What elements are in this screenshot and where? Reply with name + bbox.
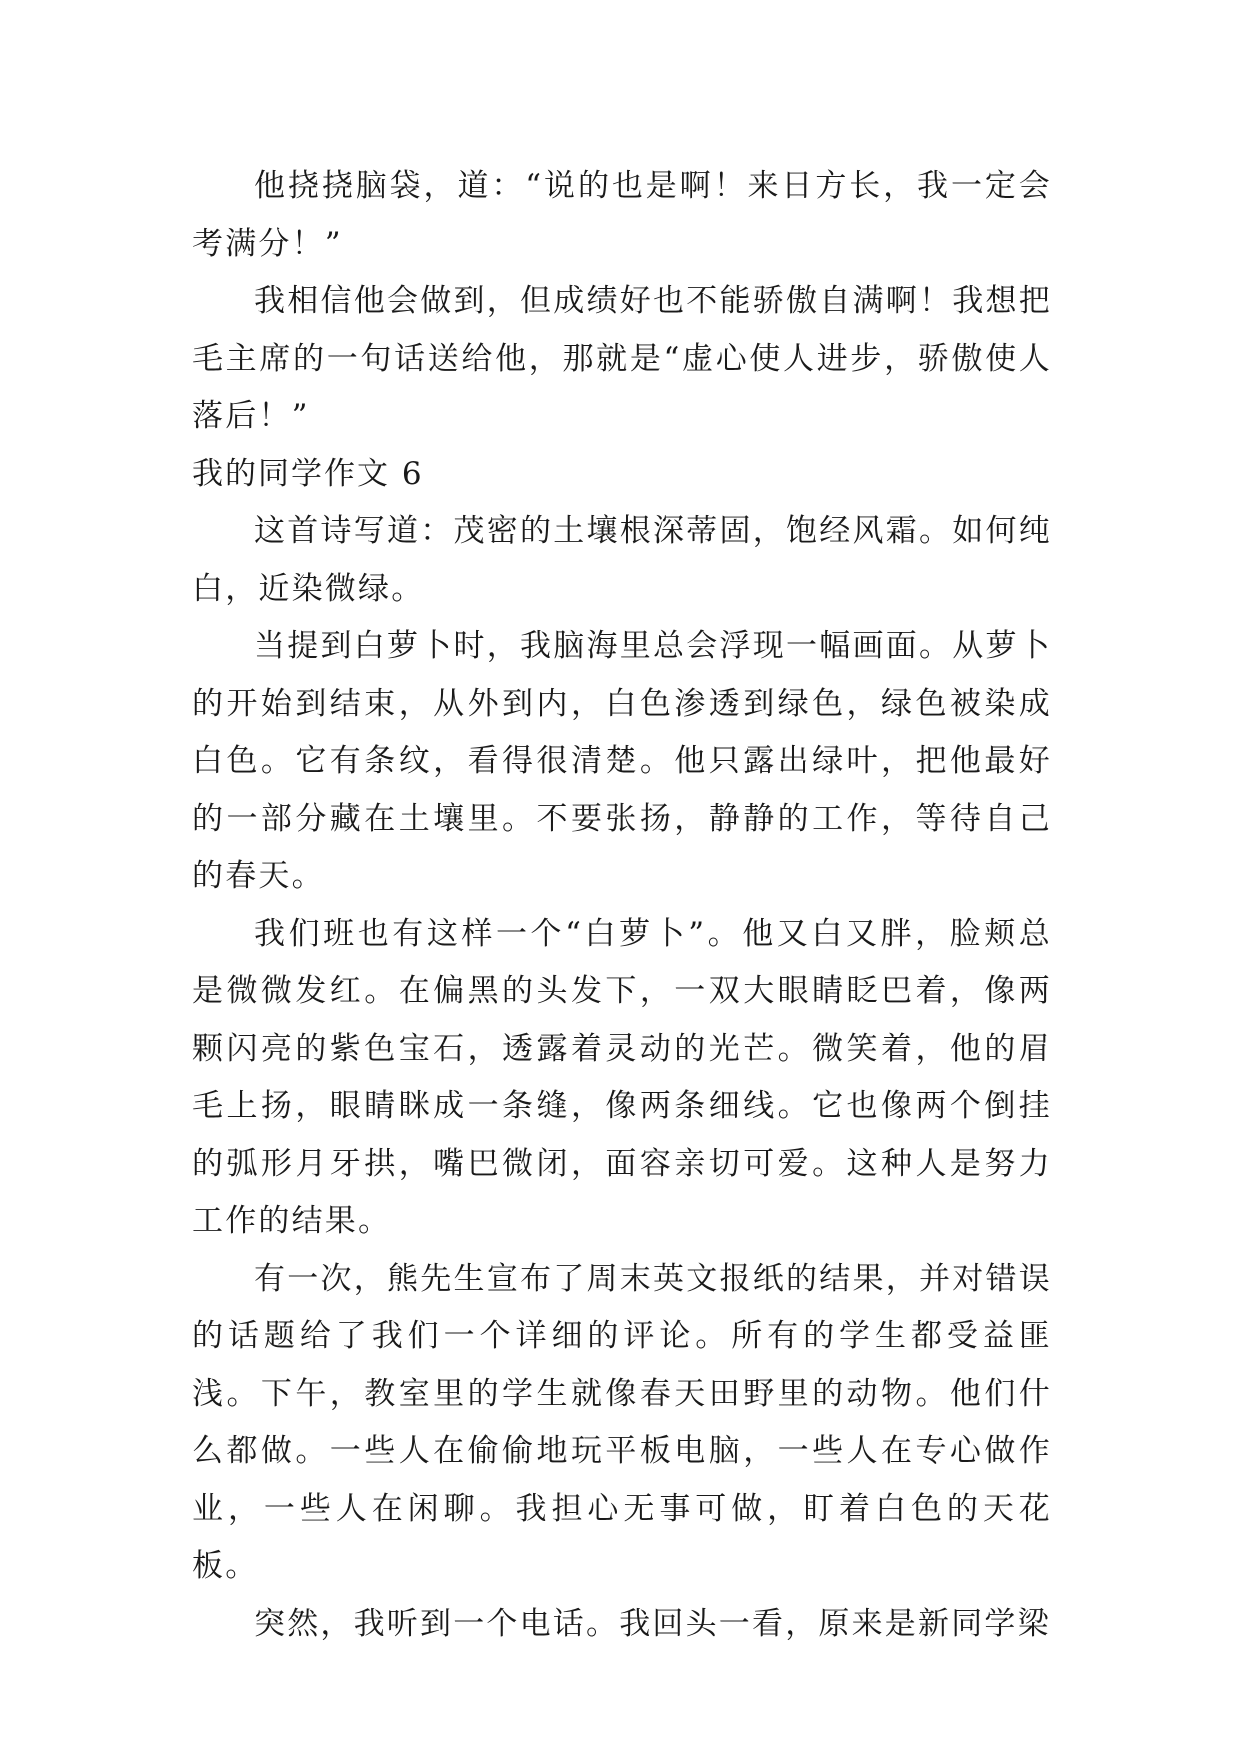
paragraph: 当提到白萝卜时，我脑海里总会浮现一幅画面。从萝卜的开始到结束，从外到内，白色渗透到绿色，绿色被染成白色。它有条纹，看得很清楚。他只露出绿叶，把他最好的一部分藏在土壤里。不要张扬，静静的工作，等待自己的春天。 [192, 628, 1052, 894]
paragraph: 我们班也有这样一个“白萝卜”。他又白又胖，脸颊总是微微发红。在偏黑的头发下，一双大眼睛眨巴着，像两颗闪亮的紫色宝石，透露着灵动的光芒。微笑着，他的眉毛上扬，眼睛眯成一条缝，像两条细线。它也像两个倒挂的弧形月牙拱，嘴巴微闭，面容亲切可爱。这种人是努力工作的结果。 [192, 915, 1052, 1239]
paragraph: 突然，我听到一个电话。我回头一看，原来是新同学梁 [254, 1605, 1051, 1642]
paragraph: 有一次，熊先生宣布了周末英文报纸的结果，并对错误的话题给了我们一个详细的评论。所有的学生都受益匪浅。下午，教室里的学生就像春天田野里的动物。他们什么都做。一些人在偷偷地玩平板电脑，一些人在专心做作业，一些人在闲聊。我担心无事可做，盯着白色的天花板。 [192, 1260, 1052, 1584]
paragraph: 这首诗写道：茂密的土壤根深蒂固，饱经风霜。如何纯白，近染微绿。 [192, 513, 1052, 607]
document-page [192, 158, 1052, 1653]
paragraph: 他挠挠脑袋，道：“说的也是啊！来日方长，我一定会考满分！” [192, 168, 1052, 262]
paragraph: 我相信他会做到，但成绩好也不能骄傲自满啊！我想把毛主席的一句话送给他，那就是“虚心使人进步，骄傲使人落后！” [192, 283, 1052, 434]
section-heading: 我的同学作文 6 [192, 455, 424, 492]
